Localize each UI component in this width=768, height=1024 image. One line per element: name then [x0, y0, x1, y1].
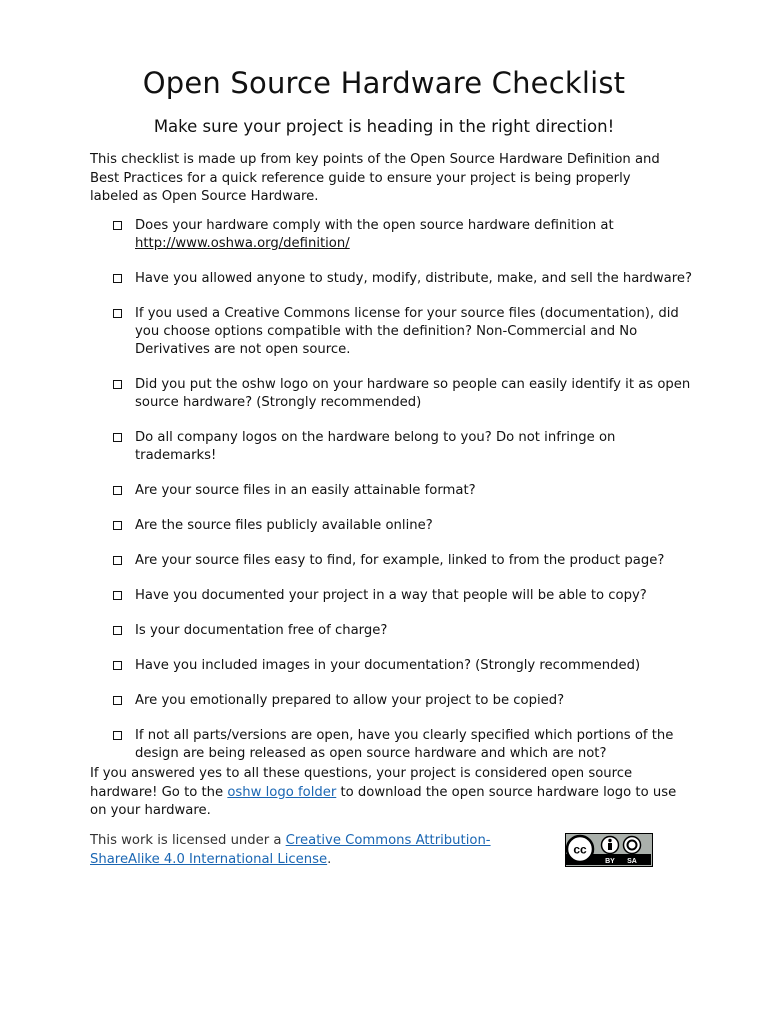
sa-label: SA	[627, 858, 637, 865]
checklist-item-text: Are your source files easy to find, for example, linked to from the product page?	[135, 553, 665, 568]
license-notice	[90, 832, 550, 869]
checklist-item-free	[112, 622, 692, 640]
checkbox-icon[interactable]	[113, 696, 122, 705]
checklist	[112, 217, 692, 763]
checkbox-icon[interactable]	[113, 433, 122, 442]
checklist-item-text: Is your documentation free of charge?	[135, 623, 388, 638]
checklist-item-logo	[112, 376, 692, 412]
checkbox-icon[interactable]	[113, 380, 122, 389]
checklist-item-text: Have you documented your project in a way that people will be able to copy?	[135, 588, 647, 603]
checklist-item-text: Are the source files publicly available online?	[135, 518, 433, 533]
checklist-item-trademarks	[112, 429, 692, 465]
definition-link[interactable]: http://www.oshwa.org/definition/	[135, 236, 350, 251]
checklist-item-allowed	[112, 270, 692, 288]
license-text-after: .	[327, 851, 332, 867]
checklist-item-text: Have you included images in your documentation? (Strongly recommended)	[135, 658, 641, 673]
sa-share-alike-icon	[624, 837, 641, 854]
checklist-item-text: Are your source files in an easily attainable format?	[135, 483, 476, 498]
checklist-item-format	[112, 482, 692, 500]
checklist-item-copied	[112, 692, 692, 710]
page-title: Open Source Hardware Checklist	[142, 66, 626, 100]
checklist-item-text: Did you put the oshw logo on your hardware so people can easily identify it as open source hardware? (Strongly recommended)	[135, 377, 691, 410]
cc-by-sa-badge[interactable]	[565, 833, 653, 867]
checklist-item-text: If not all parts/versions are open, have you clearly specified which portions of the design are being released as open source hardware and which are not?	[135, 728, 674, 761]
checkbox-icon[interactable]	[113, 556, 122, 565]
checklist-item-creative-commons	[112, 305, 692, 359]
checkbox-icon[interactable]	[113, 486, 122, 495]
outro-text-after: to download the open source hardware logo to use on your hardware.	[90, 784, 677, 818]
checkbox-icon[interactable]	[113, 661, 122, 670]
checkbox-icon[interactable]	[113, 521, 122, 530]
checkbox-icon[interactable]	[113, 626, 122, 635]
checklist-item-easy-to-find	[112, 552, 692, 570]
checklist-item-text: If you used a Creative Commons license for your source files (documentation), did you choose options compatible with the definition? Non-Commercial and No Derivatives are not open source.	[135, 306, 679, 357]
checklist-item-text: Are you emotionally prepared to allow your project to be copied?	[135, 693, 565, 708]
outro-text-before: If you answered yes to all these questions, your project is considered open source hardware! Go to the	[90, 766, 633, 800]
checklist-item-text: Have you allowed anyone to study, modify, distribute, make, and sell the hardware?	[135, 271, 692, 286]
checkbox-icon[interactable]	[113, 221, 122, 230]
checkbox-icon[interactable]	[113, 274, 122, 283]
page-subtitle: Make sure your project is heading in the right direction!	[153, 117, 615, 136]
checklist-item-online	[112, 517, 692, 535]
checklist-item-definition	[112, 217, 692, 253]
cc-license-link[interactable]: Creative Commons Attribution-ShareAlike 4.0 International License	[90, 833, 491, 867]
checkbox-icon[interactable]	[113, 591, 122, 600]
checklist-item-text: Does your hardware comply with the open source hardware definition at	[135, 218, 614, 233]
checklist-item-documented	[112, 587, 692, 605]
cc-by-sa-badge-graphic	[566, 834, 651, 865]
intro-paragraph: This checklist is made up from key points of the Open Source Hardware Definition and Best Practices for a quick reference guide to ensure your project is being properly labeled as Open Source Hardware.	[90, 152, 660, 204]
checklist-item-text: Do all company logos on the hardware belong to you? Do not infringe on trademarks!	[135, 430, 616, 463]
checkbox-icon[interactable]	[113, 731, 122, 740]
checklist-item-images	[112, 657, 692, 675]
outro-paragraph	[90, 765, 680, 821]
oshw-logo-folder-link[interactable]: oshw logo folder	[227, 784, 337, 800]
by-label: BY	[605, 858, 615, 865]
license-text-before: This work is licensed under a	[90, 833, 286, 848]
checklist-item-portions	[112, 727, 692, 763]
checkbox-icon[interactable]	[113, 309, 122, 318]
cc-icon-text: cc	[573, 842, 587, 857]
